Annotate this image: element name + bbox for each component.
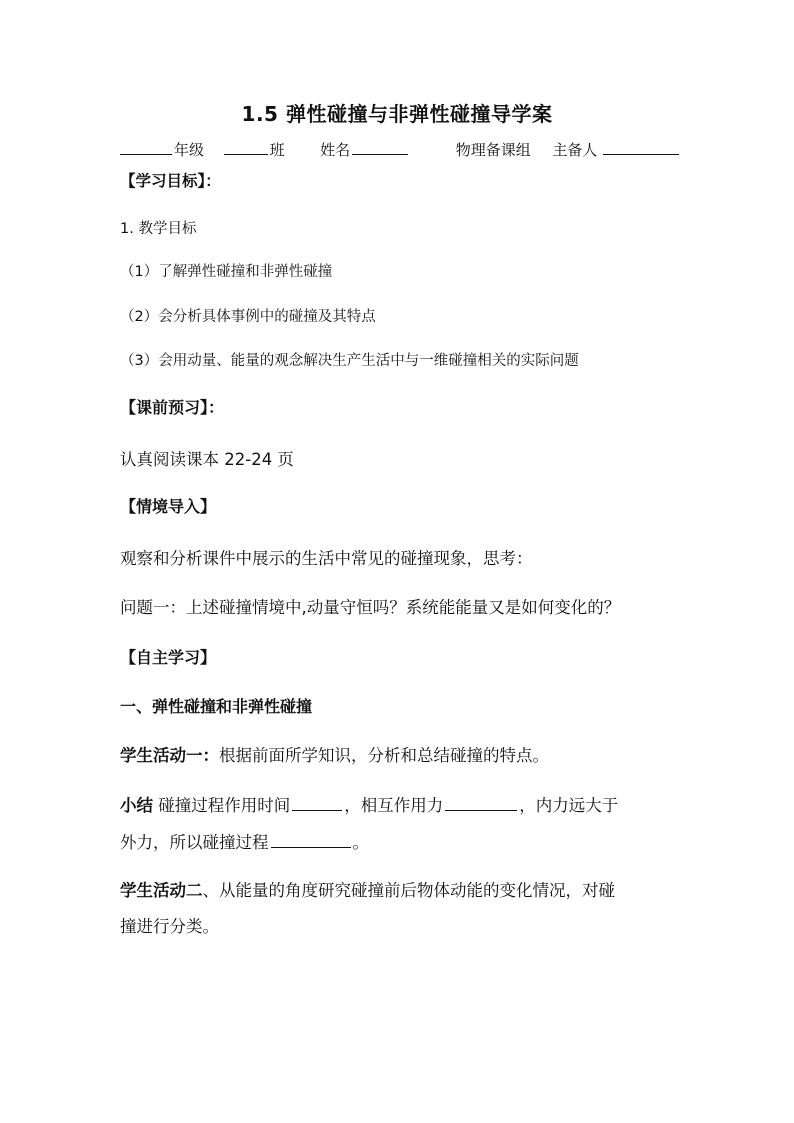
preview-heading: 【课前预习】： [120,398,225,417]
summary-line2-a: 外力，所以碰撞过程 [120,833,269,852]
self-study-heading: 【自主学习】 [120,648,217,667]
goal-item-1: （1）了解弹性碰撞和非弹性碰撞 [120,264,333,280]
process-blank [271,833,351,848]
activity-one [120,746,549,766]
activity-two-line-1 [120,881,615,901]
goals-heading: 【学习目标】： [120,172,221,190]
question-one: 问题一：上述碰撞情境中,动量守恒吗？系统能能量又是如何变化的？ [120,598,621,617]
activity-two-line-2: 撞进行分类。 [120,917,219,936]
name-label: 姓名 [320,141,351,159]
summary-text-a: 碰撞过程作用时间 [158,796,291,815]
activity-one-label: 学生活动一： [120,746,219,765]
summary-text-b: ，相互作用力 [344,796,444,815]
group-label: 物理备课组 [455,141,531,159]
grade-blank [120,140,172,155]
summary-text-c: ，内力远大于 [519,796,619,815]
goal-item-2: （2）会分析具体事例中的碰撞及其特点 [120,309,376,325]
preparer-label: 主备人 [552,141,598,159]
class-label: 班 [269,141,285,159]
summary-label: 小结 [120,796,153,815]
preparer-blank [603,140,679,155]
duration-blank [292,796,342,811]
activity-two-text-1: 、从能量的角度研究碰撞前后物体动能的变化情况，对碰 [202,881,615,900]
summary-line2-b: 。 [352,833,369,852]
class-blank [224,140,268,155]
activity-one-text: 根据前面所学知识，分析和总结碰撞的特点。 [219,746,549,765]
page-title: 1.5 弹性碰撞与非弹性碰撞导学案 [241,102,553,126]
force-blank [445,796,517,811]
name-blank [352,140,408,155]
summary-line-1 [120,796,618,816]
grade-label: 年级 [174,141,205,159]
preview-text: 认真阅读课本 22-24 页 [120,450,294,469]
header-info-line [120,139,681,160]
intro-text: 观察和分析课件中展示的生活中常见的碰撞现象，思考： [120,549,533,568]
activity-two-label: 学生活动二 [120,881,203,900]
part-one-heading: 一、弹性碰撞和非弹性碰撞 [120,697,313,716]
goals-subheading: 1. 教学目标 [120,221,197,237]
goal-item-3: （3）会用动量、能量的观念解决生产生活中与一维碰撞相关的实际问题 [120,353,579,369]
intro-heading: 【情境导入】 [120,497,217,516]
summary-line-2 [120,833,369,853]
